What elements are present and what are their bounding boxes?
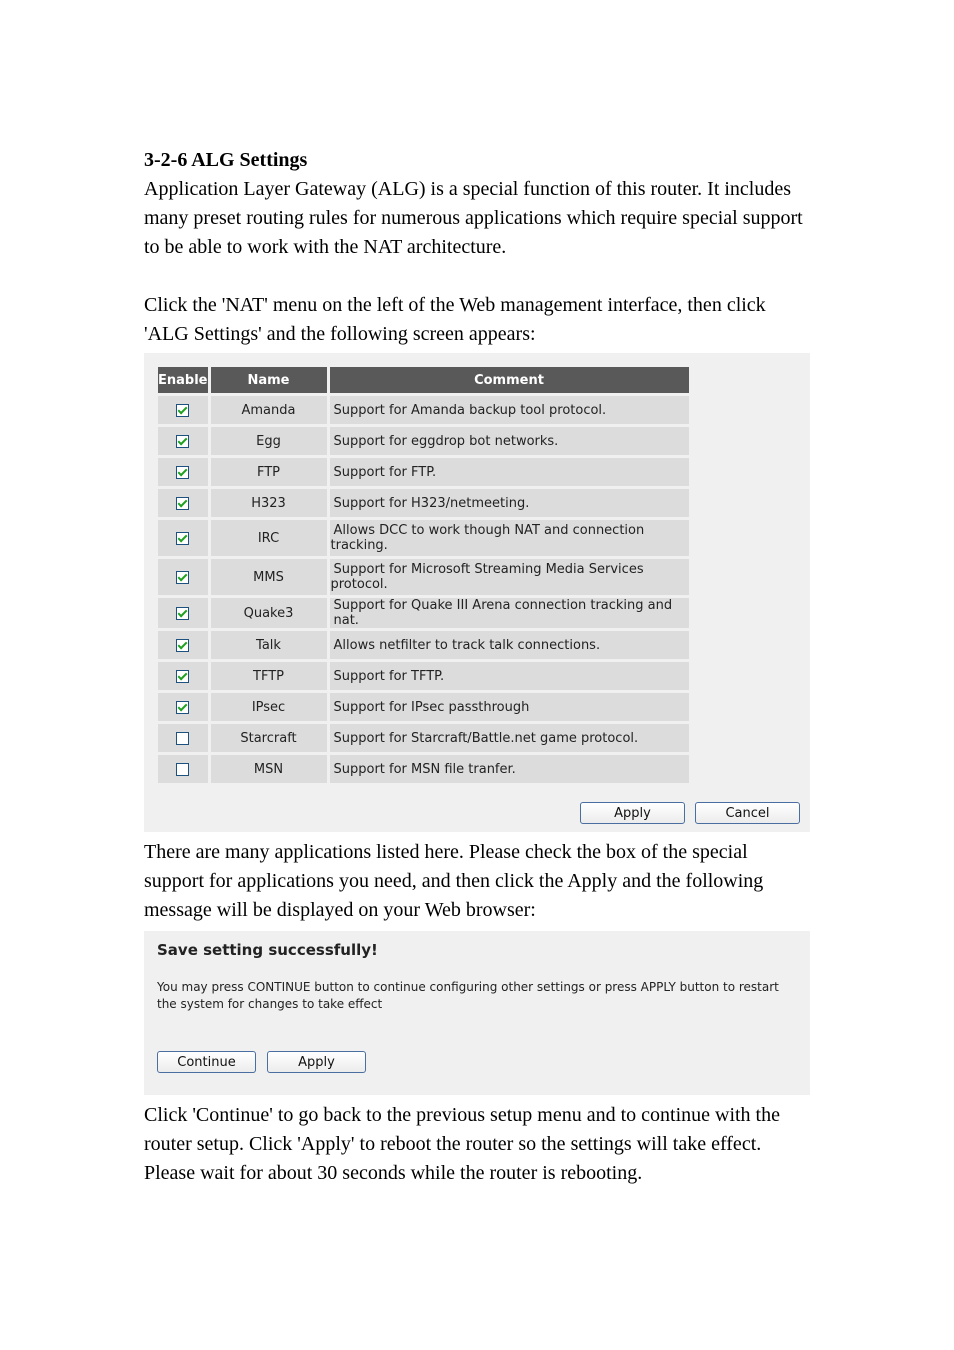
alg-comment: Support for FTP. — [330, 458, 689, 486]
table-row — [158, 458, 689, 486]
document — [144, 146, 810, 1188]
alg-name: Starcraft — [211, 724, 327, 752]
enable-checkbox[interactable] — [176, 607, 189, 620]
save-message: You may press CONTINUE button to continue configuring other settings or press APPLY button to restart the system for changes to take effect — [157, 980, 779, 1011]
alg-comment: Support for H323/netmeeting. — [330, 489, 689, 517]
enable-checkbox[interactable] — [176, 571, 189, 584]
section-title: 3-2-6 ALG Settings — [144, 149, 308, 171]
header-enable: Enable — [158, 367, 208, 393]
alg-comment — [330, 520, 689, 556]
enable-checkbox[interactable] — [176, 532, 189, 545]
continue-button[interactable]: Continue — [157, 1051, 256, 1073]
table-row — [158, 427, 689, 455]
table-row — [158, 693, 689, 721]
comment-line: tracking. — [330, 538, 388, 553]
alg-name: IRC — [211, 520, 327, 556]
enable-checkbox[interactable] — [176, 639, 189, 652]
save-dialog-screenshot — [144, 931, 810, 1095]
alg-comment: Support for Amanda backup tool protocol. — [330, 396, 689, 424]
alg-name: Egg — [211, 427, 327, 455]
save-title: Save setting successfully! — [157, 941, 378, 959]
table-row — [158, 724, 689, 752]
alg-name: FTP — [211, 458, 327, 486]
alg-name: IPsec — [211, 693, 327, 721]
alg-comment: Support for MSN file tranfer. — [330, 755, 689, 783]
cancel-button[interactable]: Cancel — [695, 802, 800, 824]
table-row — [158, 598, 689, 628]
alg-comment — [330, 559, 689, 595]
comment-line: Support for Microsoft Streaming Media Services — [333, 562, 644, 577]
header-comment: Comment — [330, 367, 689, 393]
alg-comment: Support for eggdrop bot networks. — [330, 427, 689, 455]
alg-comment: Support for TFTP. — [330, 662, 689, 690]
alg-name: Quake3 — [211, 598, 327, 628]
enable-checkbox[interactable] — [176, 732, 189, 745]
enable-checkbox[interactable] — [176, 435, 189, 448]
after-table-paragraph: There are many applications listed here. Please check the box of the special support for applications you need, and then click the Apply and the following message will be displayed on your Web browser: — [144, 841, 764, 921]
table-row — [158, 662, 689, 690]
alg-name: MSN — [211, 755, 327, 783]
alg-comment: Support for Quake III Arena connection tracking and nat. — [330, 598, 689, 628]
alg-name: TFTP — [211, 662, 327, 690]
table-row — [158, 520, 689, 556]
enable-checkbox[interactable] — [176, 701, 189, 714]
table-row — [158, 396, 689, 424]
comment-line: protocol. — [330, 577, 388, 592]
table-row — [158, 631, 689, 659]
enable-checkbox[interactable] — [176, 497, 189, 510]
closing-paragraph: Click 'Continue' to go back to the previous setup menu and to continue with the router setup. Click 'Apply' to reboot the router so the settings will take effect. Please wait for about 30 seconds while the router is rebooting. — [144, 1104, 780, 1184]
table-header-row — [158, 367, 689, 393]
table-row — [158, 489, 689, 517]
intro-paragraph: Application Layer Gateway (ALG) is a special function of this router. It includes many preset routing rules for numerous applications which require special support to be able to work with the NAT architecture. — [144, 178, 803, 258]
save-apply-button[interactable]: Apply — [267, 1051, 366, 1073]
alg-table — [155, 364, 692, 786]
table-row — [158, 559, 689, 595]
alg-settings-screenshot — [144, 353, 810, 832]
comment-line: Allows DCC to work though NAT and connection — [333, 523, 645, 538]
enable-checkbox[interactable] — [176, 466, 189, 479]
alg-name: Amanda — [211, 396, 327, 424]
table-row — [158, 755, 689, 783]
enable-checkbox[interactable] — [176, 763, 189, 776]
header-name: Name — [211, 367, 327, 393]
alg-comment: Support for Starcraft/Battle.net game protocol. — [330, 724, 689, 752]
alg-comment: Support for IPsec passthrough — [330, 693, 689, 721]
alg-comment: Allows netfilter to track talk connections. — [330, 631, 689, 659]
apply-button[interactable]: Apply — [580, 802, 685, 824]
enable-checkbox[interactable] — [176, 670, 189, 683]
instruction-paragraph: Click the 'NAT' menu on the left of the Web management interface, then click 'ALG Settings' and the following screen appears: — [144, 294, 766, 345]
alg-name: Talk — [211, 631, 327, 659]
enable-checkbox[interactable] — [176, 404, 189, 417]
alg-name: H323 — [211, 489, 327, 517]
alg-name: MMS — [211, 559, 327, 595]
